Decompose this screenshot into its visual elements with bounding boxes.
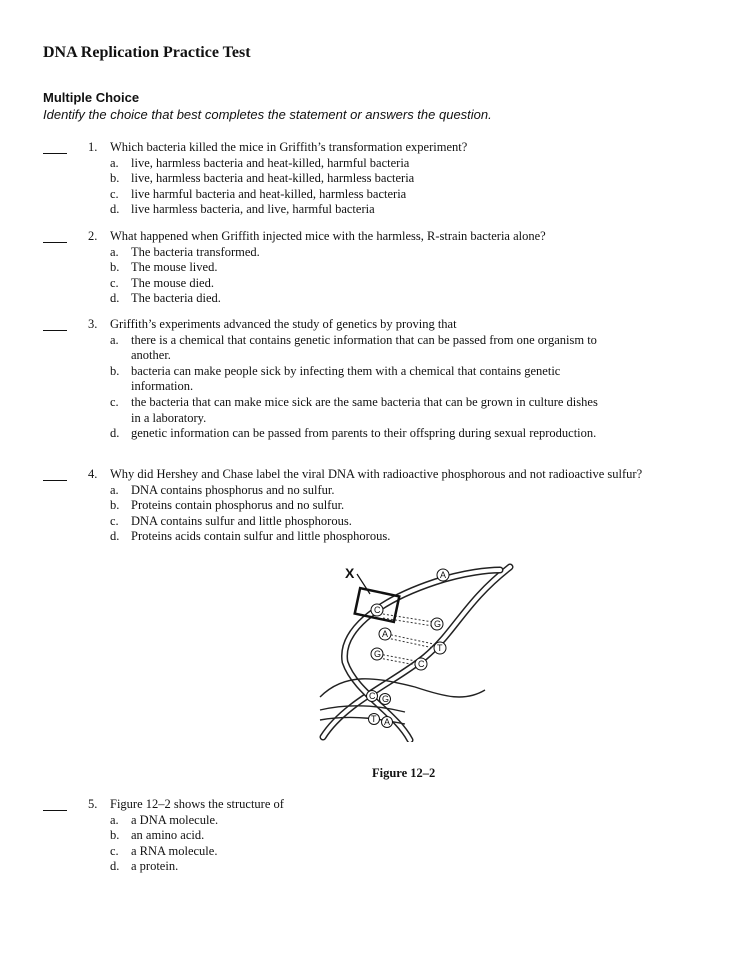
choice: d. genetic information can be passed from parents to their offspring during sexual reproduction. <box>110 426 597 441</box>
question-1 <box>43 140 723 218</box>
choice: b. The mouse lived. <box>110 260 218 275</box>
choice: c. DNA contains sulfur and little phosphorous. <box>110 513 352 528</box>
choice: b. Proteins contain phosphorus and no sulfur. <box>110 498 345 513</box>
question-number: 5. <box>88 797 98 811</box>
base-label: A <box>440 570 447 580</box>
figure-caption: Figure 12–2 <box>372 766 436 780</box>
question-number: 3. <box>88 317 98 331</box>
base-label: T <box>437 643 443 653</box>
choice: b. bacteria can make people sick by infecting them with a chemical that contains genetic information. <box>110 363 561 394</box>
choice: b. an amino acid. <box>110 828 205 843</box>
question-5 <box>43 797 723 875</box>
choice: d. a protein. <box>110 859 179 874</box>
choice: a. The bacteria transformed. <box>110 244 260 259</box>
page-title: DNA Replication Practice Test <box>43 44 251 61</box>
question-number: 1. <box>88 140 98 154</box>
base-label: C <box>418 659 425 669</box>
question-number: 2. <box>88 229 98 243</box>
answer-blank[interactable] <box>43 797 67 811</box>
choice: a. there is a chemical that contains genetic information that can be passed from one organism to another. <box>110 332 597 363</box>
base-label: A <box>382 629 389 639</box>
choice: c. the bacteria that can make mice sick are the same bacteria that can be grown in culture dishes in a laboratory. <box>110 394 598 425</box>
question-2 <box>43 229 723 307</box>
base-label: T <box>371 714 377 724</box>
choice: a. live, harmless bacteria and heat-killed, harmful bacteria <box>110 155 410 170</box>
question-text: What happened when Griffith injected mice with the harmless, R-strain bacteria alone? <box>110 229 546 243</box>
question-text: Figure 12–2 shows the structure of <box>110 797 284 811</box>
base-label: C <box>369 691 376 701</box>
dna-helix-figure <box>315 562 515 742</box>
base-label: G <box>374 649 382 659</box>
instructions: Identify the choice that best completes the statement or answers the question. <box>43 107 492 122</box>
question-3 <box>43 317 723 459</box>
choice: d. Proteins acids contain sulfur and little phosphorous. <box>110 529 391 544</box>
section-heading: Multiple Choice <box>43 90 140 105</box>
answer-blank[interactable] <box>43 317 67 331</box>
answer-blank[interactable] <box>43 140 67 154</box>
base-label: A <box>384 717 391 727</box>
figure-label-x: X <box>345 565 355 581</box>
base-label: G <box>434 619 442 629</box>
question-text: Which bacteria killed the mice in Griffith’s transformation experiment? <box>110 140 468 154</box>
choice: d. The bacteria died. <box>110 291 221 306</box>
choice: d. live harmless bacteria, and live, harmful bacteria <box>110 202 375 217</box>
answer-blank[interactable] <box>43 467 67 481</box>
choice: c. a RNA molecule. <box>110 843 218 858</box>
choice: c. live harmful bacteria and heat-killed, harmless bacteria <box>110 186 407 201</box>
question-text: Why did Hershey and Chase label the viral DNA with radioactive phosphorous and not radioactive sulfur? <box>110 467 643 481</box>
question-text: Griffith’s experiments advanced the study of genetics by proving that <box>110 317 457 331</box>
choice: a. DNA contains phosphorus and no sulfur. <box>110 482 335 497</box>
question-4 <box>43 467 723 545</box>
answer-blank[interactable] <box>43 229 67 243</box>
base-label: G <box>382 694 390 704</box>
choice: c. The mouse died. <box>110 275 214 290</box>
choice: b. live, harmless bacteria and heat-killed, harmless bacteria <box>110 171 415 186</box>
choice: a. a DNA molecule. <box>110 812 219 827</box>
question-number: 4. <box>88 467 98 481</box>
base-label: C <box>374 605 381 615</box>
